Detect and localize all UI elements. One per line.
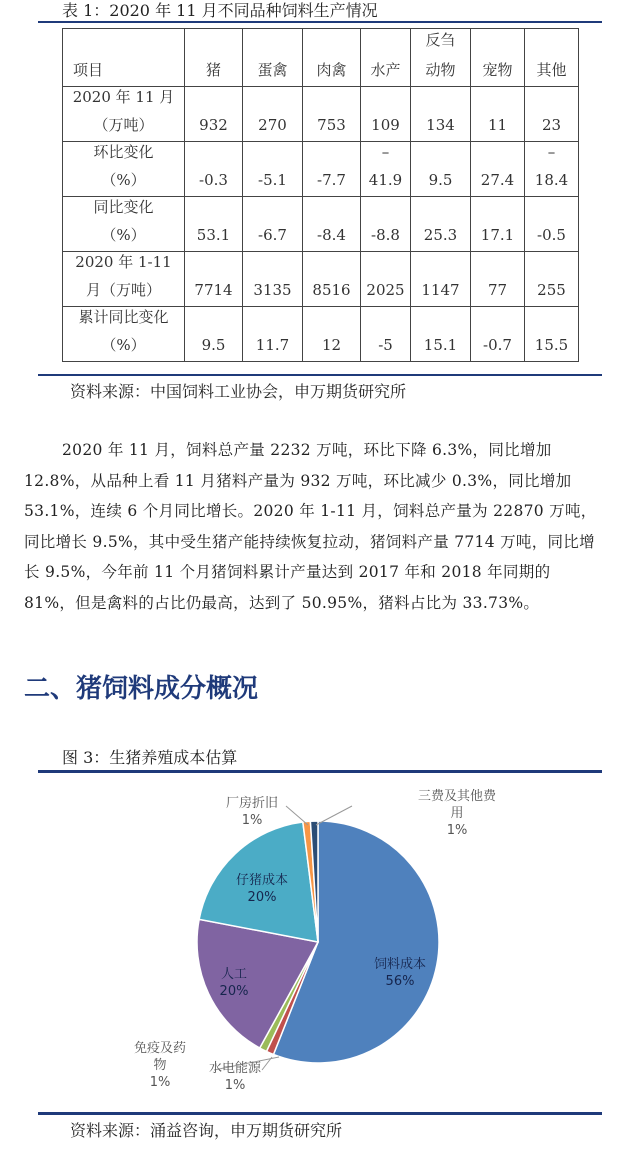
table-cell: 753 xyxy=(303,87,361,142)
table-cell: -8.4 xyxy=(303,197,361,252)
table-row xyxy=(63,197,579,252)
table-cell: 109 xyxy=(361,87,411,142)
feed-production-table xyxy=(62,28,579,362)
row-label xyxy=(63,307,185,362)
table-source-rule xyxy=(38,374,602,376)
pie-label-text: 免疫及药 xyxy=(133,1041,186,1056)
table-cell: 11.7 xyxy=(243,307,303,362)
figure-caption: 图 3：生猪养殖成本估算 xyxy=(62,748,238,767)
table-row xyxy=(63,87,579,142)
figure-source-rule xyxy=(38,1112,602,1115)
table-source: 资料来源：中国饲料工业协会，申万期货研究所 xyxy=(70,382,407,401)
cost-pie-chart xyxy=(0,770,620,1130)
table-cell: 134 xyxy=(411,87,471,142)
pie-label-utilities xyxy=(195,1060,275,1094)
pie-label-text: 三费及其他费 xyxy=(417,789,496,804)
cell-value: 41.9 xyxy=(368,171,403,189)
table-cell: 255 xyxy=(525,252,579,307)
header-other: 其他 xyxy=(525,29,579,87)
pie-label-text: 人工 xyxy=(220,967,247,982)
header-ruminant-line1: 反刍 xyxy=(425,31,456,49)
pie-label-vaccine xyxy=(120,1040,200,1091)
cell-value: 18.4 xyxy=(534,171,569,189)
pie-label-feed xyxy=(360,956,440,990)
pie-label-pct: 20% xyxy=(247,890,277,905)
header-pig: 猪 xyxy=(185,29,243,87)
table-cell: -5.1 xyxy=(243,142,303,197)
header-ruminant xyxy=(411,29,471,87)
row-label-line1: 环比变化 xyxy=(93,143,154,161)
table-cell: -5 xyxy=(361,307,411,362)
table-cell: -6.7 xyxy=(243,197,303,252)
pie-label-text: 厂房折旧 xyxy=(225,796,278,811)
dash-mark: – xyxy=(381,143,390,161)
table-cell: -0.3 xyxy=(185,142,243,197)
pie-label-pct: 56% xyxy=(385,974,415,989)
row-label-line2: （%） xyxy=(101,171,146,189)
pie-label-labor xyxy=(204,966,264,1000)
table-cell: 15.5 xyxy=(525,307,579,362)
table-cell xyxy=(361,142,411,197)
row-label-line2: 月（万吨） xyxy=(85,281,161,299)
header-layer: 蛋禽 xyxy=(243,29,303,87)
header-broiler: 肉禽 xyxy=(303,29,361,87)
header-item: 项目 xyxy=(63,29,185,87)
pie-label-pct: 1% xyxy=(241,813,263,828)
table-cell: 9.5 xyxy=(411,142,471,197)
table-cell: 8516 xyxy=(303,252,361,307)
table-caption: 表 1：2020 年 11 月不同品种饲料生产情况 xyxy=(62,1,378,20)
row-label xyxy=(63,197,185,252)
table-cell: 9.5 xyxy=(185,307,243,362)
row-label xyxy=(63,142,185,197)
pie-label-pct: 1% xyxy=(446,823,468,838)
section-heading: 二、猪饲料成分概况 xyxy=(24,674,259,704)
table-cell: 27.4 xyxy=(471,142,525,197)
pie-label-text: 仔猪成本 xyxy=(235,873,288,888)
table-cell: 1147 xyxy=(411,252,471,307)
table-cell xyxy=(525,142,579,197)
table-cell: 932 xyxy=(185,87,243,142)
pie-label-piglet xyxy=(222,872,302,906)
row-label xyxy=(63,252,185,307)
pie-label-text: 水电能源 xyxy=(208,1061,261,1076)
table-cell: -7.7 xyxy=(303,142,361,197)
table-header-row xyxy=(63,29,579,87)
dash-mark: – xyxy=(547,143,556,161)
pie-label-text: 饲料成本 xyxy=(373,957,426,972)
header-pet: 宠物 xyxy=(471,29,525,87)
table-cell: 15.1 xyxy=(411,307,471,362)
table-row xyxy=(63,307,579,362)
row-label xyxy=(63,87,185,142)
row-label-line1: 累计同比变化 xyxy=(78,308,169,326)
table-cell: 25.3 xyxy=(411,197,471,252)
row-label-line2: （%） xyxy=(101,226,146,244)
row-label-line2: （%） xyxy=(101,336,146,354)
pie-label-text: 用 xyxy=(450,806,464,821)
caption-rule xyxy=(38,21,602,23)
table-cell: 23 xyxy=(525,87,579,142)
table-cell: 270 xyxy=(243,87,303,142)
pie-label-text: 物 xyxy=(153,1058,167,1073)
row-label-line1: 同比变化 xyxy=(93,198,154,216)
table-cell: -8.8 xyxy=(361,197,411,252)
table-row xyxy=(63,142,579,197)
table-cell: -0.7 xyxy=(471,307,525,362)
row-label-line2: （万吨） xyxy=(93,116,154,134)
pie-label-pct: 1% xyxy=(149,1075,171,1090)
header-ruminant-line2: 动物 xyxy=(425,61,456,79)
figure-source: 资料来源：涌益咨询，申万期货研究所 xyxy=(70,1121,343,1140)
table-cell: 12 xyxy=(303,307,361,362)
row-label-line1: 2020 年 11 月 xyxy=(72,88,175,106)
row-label-line1: 2020 年 1-11 xyxy=(75,253,172,271)
table-cell: 17.1 xyxy=(471,197,525,252)
table-cell: 77 xyxy=(471,252,525,307)
table-cell: 11 xyxy=(471,87,525,142)
table-row xyxy=(63,252,579,307)
body-paragraph: 2020 年 11 月，饲料总产量 2232 万吨，环比下降 6.3%，同比增加 12.8%，从品种上看 11 月猪料产量为 932 万吨，环比减少 0.3%，同比增加 53.1%，连续 6 个月同比增长。2020 年 1-11 月，饲料总产量为 22870 万吨，同比增长 9.5%，其中受生猪产能持续恢复拉动，猪饲料产量 7714 万吨，同比增长 9.5%，今年前 11 个月猪饲料累计产量达到 2017 年和 2018 年同期的 81%，但是禽料的占比仍最高，达到了 50.95%，猪料占比为 33.73%。 xyxy=(24,441,597,612)
table-cell: 3135 xyxy=(243,252,303,307)
table-cell: 7714 xyxy=(185,252,243,307)
header-aquatic: 水产 xyxy=(361,29,411,87)
pie-label-pct: 1% xyxy=(224,1078,246,1093)
pie-label-other-fees xyxy=(402,788,512,839)
table-cell: 53.1 xyxy=(185,197,243,252)
table-cell: -0.5 xyxy=(525,197,579,252)
table-cell: 2025 xyxy=(361,252,411,307)
pie-label-pct: 20% xyxy=(219,984,249,999)
pie-label-depreciation xyxy=(216,795,288,829)
